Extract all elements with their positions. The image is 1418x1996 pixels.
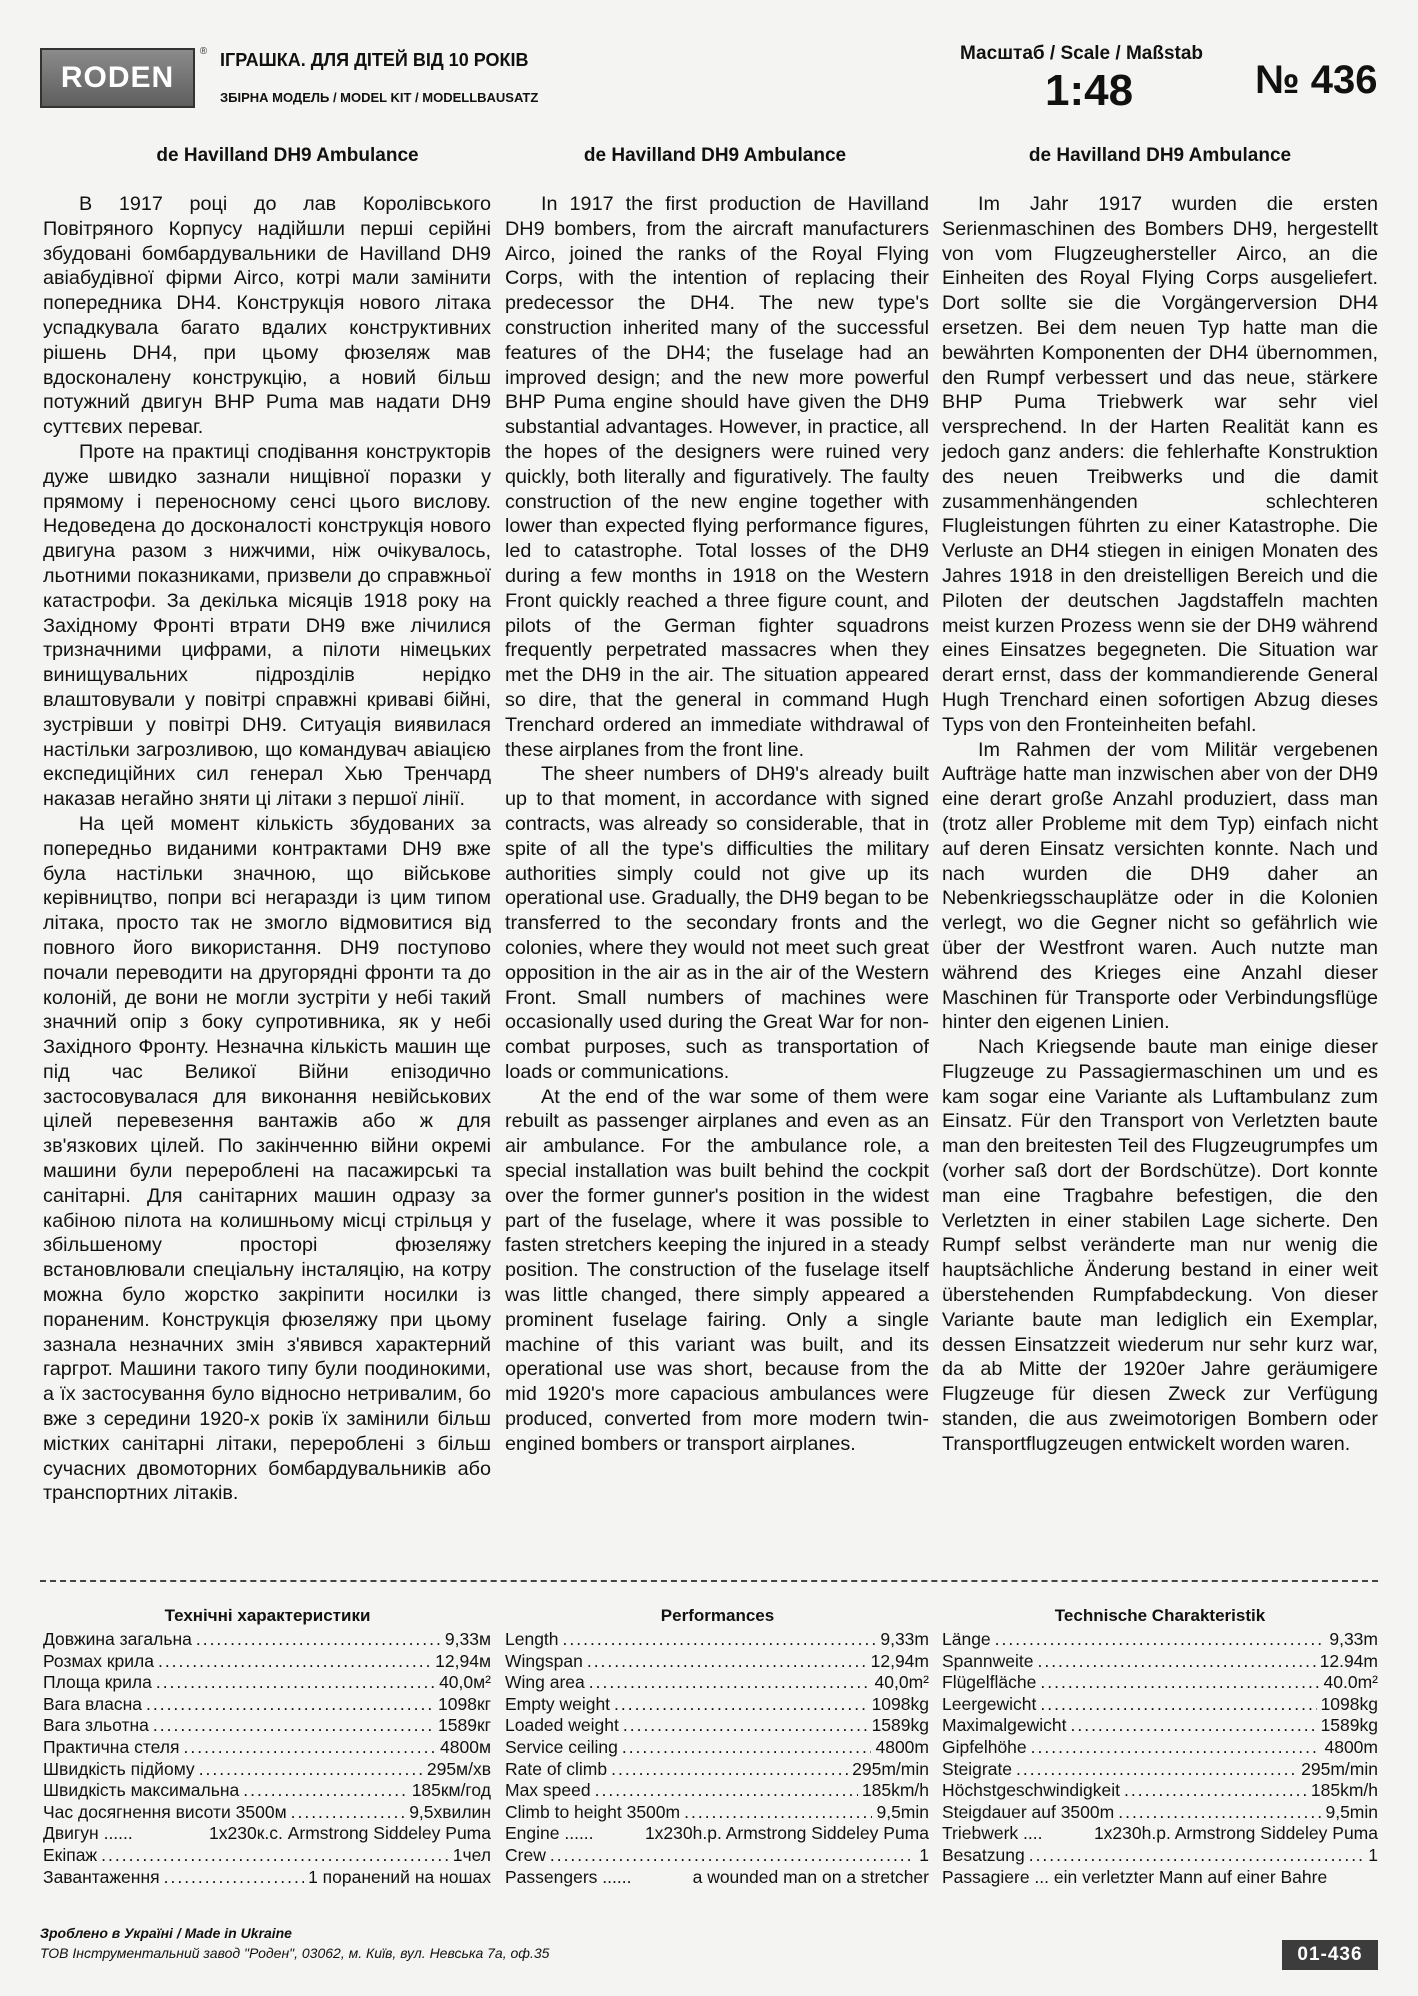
- spec-row: [505, 1845, 929, 1867]
- spec-value: 9,33m: [880, 1629, 929, 1649]
- spec-value: a wounded man on a stretcher: [692, 1866, 929, 1887]
- dot-leader: [243, 1780, 407, 1802]
- dashed-divider: [40, 1580, 1378, 1582]
- spec-label: Triebwerk ....: [942, 1823, 1043, 1844]
- spec-label: Практична стеля: [43, 1736, 180, 1757]
- spec-row: [942, 1759, 1378, 1781]
- spec-row: [942, 1867, 1378, 1889]
- spec-label: Steigrate: [942, 1758, 1013, 1779]
- column-title-german: de Havilland DH9 Ambulance: [1028, 145, 1292, 166]
- spec-row: [942, 1823, 1378, 1845]
- dot-leader: [291, 1802, 406, 1824]
- paragraph: Nach Kriegsende baute man einige dieser Flugzeuge zu Passagiermaschinen um und es kam sogar eine Variante als Luftambulanz zum Einsatz. Für den Transport von Verletzten baute man den breitesten Teil des Flugzeugrumpfes um (vorher saß dort der Bordschütze). Dort konnte man eine Tragbahre befestigen, die den Verletzten in einer stabilen Lage sicherte. Den Rumpf selbst veränderte man nur wenig die hauptsächliche Änderung bestand in einer weit überstehenden Rumpfabdeckung. Von dieser Variante baute man lediglich ein Exemplar, dessen Einsatzzeit wiederum nur sehr kurz war, da ab Mitte der 1920er Jahre geräumigere Flugzeuge für diesen Zweck zur Verfügung standen, die aus zweimotorigen Bombern oder Transportflugzeugen entwickelt worden waren.: [942, 1036, 1378, 1455]
- paragraph: На цей момент кількість збудованих за попередньо виданими контрактами DH9 вже була настільки значною, що військове керівництво, попри всі негаразди із цим типом літака, просто так не змогло відмовитися від повного його використання. DH9 поступово почали переводити на другорядні фронти та до колоній, де вони не могли зустріти у небі такий значний опір з боку супротивника, як у небі Західного Фронту. Незначна кількість машин ще під час Великої Війни епізодично застосовувалася для виконання невійськових цілей перевезення вантажів або ж для зв'язкових цілей. По закінченню війни окремі машини були перероблені на пасажирські та санітарні. Для санітарних машин одразу за кабіною пілота на колишньому місці стрільця у збільшеному просторі фюзеляжу встановлювали спеціальну інсталяцію, на котру можна було жорстко закріпити носилки із пораненим. Конструкція фюзеляжу при цьому зазнала незначних змін з'явився характерний гаргрот. Машини такого типу були поодинокими, а їх застосування було відносно нетривалим, бо вже з середини 1920-х років їх замінили більш містких санітарні літаки, перероблені з більш сучасних двомоторних бомбардувальників або транспортних літаків.: [43, 812, 491, 1505]
- paragraph: Im Jahr 1917 wurden die ersten Serienmaschinen des Bombers DH9, hergestellt von vom Flugzeughersteller Airco, an die Einheiten des Royal Flying Corps ausgeliefert. Dort sollte sie die Vorgängerversion DH4 ersetzen. Bei dem neuen Typ hatte man die bewährten Komponenten der DH4 übernommen, den Rumpf verbessert und das neue, stärkere BHP Puma Triebwerk war sehr viel versprechend. In der Harten Realität kann es jedoch ganz anders: die fehlerhafte Konstruktion des neuen Treibwerks und die damit zusammenhängenden schlechteren Flugleistungen führten zu einer Katastrophe. Die Verluste an DH4 stiegen in einigen Monaten des Jahres 1918 in den dreistelligen Bereich und die Piloten der deutschen Jagdstaffeln machten meist kurzen Prozess wenn sie der DH9 während eines Einsatzes begegneten. Die Situation war derart ernst, dass der kommandierende General Hugh Trenchard einen sofortigen Abzug dieses Typs von den Fronteinheiten befahl.: [942, 193, 1378, 736]
- spec-value: 4800м: [440, 1736, 491, 1757]
- dot-leader: [156, 1672, 435, 1694]
- spec-value: 40,0m²: [874, 1672, 929, 1693]
- spec-row: [43, 1823, 491, 1845]
- spec-label: Gipfelhöhe: [942, 1736, 1027, 1757]
- spec-row: [43, 1672, 491, 1694]
- kit-number: № 436: [1255, 58, 1378, 102]
- spec-label: Wing area: [505, 1672, 585, 1693]
- dot-leader: [587, 1651, 867, 1673]
- spec-label: Engine ......: [505, 1823, 594, 1844]
- spec-label: Maximalgewicht: [942, 1715, 1067, 1736]
- dot-leader: [158, 1651, 431, 1673]
- spec-row: [942, 1780, 1378, 1802]
- dot-leader: [101, 1845, 449, 1867]
- registered-mark: ®: [199, 46, 207, 57]
- spec-label: Wingspan: [505, 1650, 583, 1671]
- dot-leader: [622, 1737, 872, 1759]
- logo-text: RODEN: [60, 61, 175, 94]
- spec-row: [942, 1715, 1378, 1737]
- spec-value: 295м/хв: [426, 1758, 491, 1779]
- text-column-ukrainian: [43, 192, 491, 1506]
- spec-label: Вага власна: [43, 1693, 142, 1714]
- spec-row: [43, 1867, 491, 1889]
- spec-label: Довжина загальна: [43, 1629, 192, 1649]
- header: [40, 40, 1380, 120]
- paragraph: At the end of the war some of them were rebuilt as passenger airplanes and even as an air ambulance. For the ambulance role, a special installation was built behind the cockpit over the former gunner's position in the widest part of the fuselage, where it was possible to fasten stretchers keeping the injured in a steady position. The construction of the fuselage itself was little changed, there simply appeared a prominent fuselage fairing. Only a single machine of this variant was built, and its operational use was short, because from the mid 1920's more capacious ambulances were produced, converted from more modern twin-engined bombers or transport airplanes.: [505, 1085, 929, 1455]
- spec-label: Länge: [942, 1629, 991, 1649]
- spec-label: Loaded weight: [505, 1715, 619, 1736]
- spec-label: Швидкість максимальна: [43, 1780, 240, 1801]
- spec-label: Двигун ......: [43, 1823, 133, 1844]
- specs-table-ukrainian: [43, 1629, 491, 1888]
- spec-value: 4800m: [875, 1736, 929, 1757]
- dot-leader: [995, 1629, 1326, 1651]
- dot-leader: [1118, 1802, 1321, 1824]
- spec-value: 185km/h: [1310, 1780, 1378, 1801]
- dot-leader: [550, 1845, 915, 1867]
- spec-label: Service ceiling: [505, 1736, 618, 1757]
- spec-label: Max speed: [505, 1780, 591, 1801]
- dot-leader: [614, 1694, 868, 1716]
- spec-label: Passagiere ... ein verletzter Mann auf einer Bahre: [942, 1866, 1328, 1887]
- spec-row: [505, 1759, 929, 1781]
- spec-label: Passengers ......: [505, 1866, 632, 1887]
- spec-value: 1589kg: [1320, 1715, 1378, 1736]
- spec-row: [505, 1802, 929, 1824]
- spec-row: [505, 1694, 929, 1716]
- text-column-german: [942, 192, 1378, 1457]
- spec-value: 1589кг: [438, 1715, 491, 1736]
- spec-row: [942, 1629, 1378, 1651]
- paragraph: Проте на практиці сподівання конструкторів дуже швидко зазнали нищівної поразки у прямому і переносному сенсі цього вислову. Недоведена до досконалості конструкція нового двигуна разом з нижчими, ніж очікувалось, льотними показниками, призвели до справжньої катастрофи. За декілька місяців 1918 року на Західному Фронті втрати DH9 вже лічилися тризначними цифрами, а пілоти німецьких винищувальних підрозділів нерідко влаштовували у повітрі справжні криваві бійні, зустрівши у повітрі DH9. Ситуація виявилася настільки загрозливою, що командувач авіацією експедиційних сил генерал Хью Тренчард наказав негайно зняти ці літаки з першої лінії.: [43, 440, 491, 811]
- dot-leader: [199, 1759, 423, 1781]
- spec-value: 12,94м: [435, 1650, 491, 1671]
- spec-label: Швидкість підйому: [43, 1758, 195, 1779]
- spec-label: Завантаження: [43, 1866, 160, 1887]
- spec-row: [505, 1651, 929, 1673]
- spec-value: 1098kg: [1320, 1693, 1378, 1714]
- spec-label: Steigdauer auf 3500m: [942, 1801, 1115, 1822]
- roden-logo: [40, 46, 207, 108]
- spec-label: Leergewicht: [942, 1693, 1037, 1714]
- spec-label: Höchstgeschwindigkeit: [942, 1780, 1121, 1801]
- dot-leader: [563, 1629, 877, 1651]
- column-title-ukrainian: de Havilland DH9 Ambulance: [156, 145, 419, 166]
- paragraph: В 1917 році до лав Королівського Повітряного Корпусу надійшли перші серійні збудовані бомбардувальники de Havilland DH9 авіабудівної фірми Airco, котрі мали замінити попередника DH4. Конструкція нового літака успадкувала багато вдалих конструктивних рішень DH4, при цьому фюзеляж мав вдосконалену конструкцію, а новий більш потужний двигун BHP Puma мав надати DH9 суттєвих переваг.: [43, 193, 491, 439]
- spec-label: Spannweite: [942, 1650, 1034, 1671]
- spec-value: 9,33м: [444, 1629, 491, 1649]
- kit-type: ЗБІРНА МОДЕЛЬ / MODEL KIT / MODELLBAUSATZ: [220, 90, 539, 105]
- spec-row: [43, 1715, 491, 1737]
- dot-leader: [623, 1715, 868, 1737]
- spec-label: Площа крила: [43, 1672, 152, 1693]
- specs-title-ukrainian: Технічні характеристики: [164, 1606, 371, 1625]
- spec-row: [942, 1672, 1378, 1694]
- dot-leader: [589, 1672, 871, 1694]
- spec-value: 1x230к.с. Armstrong Siddeley Puma: [209, 1823, 491, 1844]
- dot-leader: [595, 1780, 858, 1802]
- spec-label: Вага зльотна: [43, 1715, 149, 1736]
- spec-row: [43, 1802, 491, 1824]
- spec-value: 9,33m: [1329, 1629, 1378, 1649]
- spec-value: 1чел: [452, 1844, 491, 1865]
- spec-label: Crew: [505, 1844, 546, 1865]
- dot-leader: [1070, 1715, 1316, 1737]
- spec-row: [43, 1629, 491, 1651]
- dot-leader: [1040, 1694, 1316, 1716]
- spec-label: Екіпаж: [43, 1844, 98, 1865]
- spec-value: 1 поранений на ношах: [308, 1866, 491, 1887]
- specs-title-german: Technische Charakteristik: [1054, 1606, 1266, 1625]
- dot-leader: [183, 1737, 436, 1759]
- age-notice: ІГРАШКА. ДЛЯ ДІТЕЙ ВІД 10 РОКІВ: [220, 50, 529, 70]
- spec-row: [43, 1845, 491, 1867]
- paragraph: Im Rahmen der vom Militär vergebenen Aufträge hatte man inzwischen aber von der DH9 eine derart große Anzahl produziert, dass man (trotz aller Probleme mit dem Typ) einfach nicht auf deren Einsatz versichten konnte. Nach und nach wurden die DH9 daher an Nebenkriegsschauplätze oder in die Kolonien verlegt, wo die Gegner nicht so gefährlich wie über der Westfront waren. Auch nutzte man während des Krieges eine Anzahl dieser Maschinen für Transporte oder Verbindungsflüge hinter den eigenen Linien.: [942, 738, 1378, 1034]
- spec-value: 9,5min: [1325, 1801, 1378, 1822]
- spec-label: Flügelfläche: [942, 1672, 1037, 1693]
- column-title-english: de Havilland DH9 Ambulance: [583, 145, 847, 166]
- dot-leader: [611, 1759, 848, 1781]
- spec-row: [505, 1715, 929, 1737]
- spec-value: 295m/min: [852, 1758, 929, 1779]
- spec-value: 1589kg: [871, 1715, 929, 1736]
- spec-label: Length: [505, 1629, 559, 1649]
- spec-row: [942, 1651, 1378, 1673]
- spec-row: [505, 1823, 929, 1845]
- spec-row: [942, 1737, 1378, 1759]
- spec-value: 1098kg: [871, 1693, 929, 1714]
- dot-leader: [1040, 1672, 1319, 1694]
- spec-label: Empty weight: [505, 1693, 611, 1714]
- dot-leader: [1016, 1759, 1297, 1781]
- dot-leader: [684, 1802, 872, 1824]
- spec-value: 12.94m: [1319, 1650, 1378, 1671]
- spec-label: Rate of climb: [505, 1758, 608, 1779]
- spec-value: 1: [1368, 1844, 1378, 1865]
- spec-row: [942, 1694, 1378, 1716]
- paragraph: In 1917 the first production de Havilland DH9 bombers, from the aircraft manufacturers Airco, joined the ranks of the Royal Flying Corps, with the intention of replacing their predecessor the DH4. The new type's construction inherited many of the successful features of the DH4; the fuselage had an improved design; and the new more powerful BHP Puma engine should have given the DH9 substantial advantages. However, in practice, all the hopes of the designers were ruined very quickly, both literally and figuratively. The faulty construction of the new engine together with lower than expected flying performance figures, led to catastrophe. Total losses of the DH9 during a few months in 1918 on the Western Front quickly reached a three figure count, and pilots of the German fighter squadrons frequently perpetrated massacres when they met the DH9 in the air. The situation appeared so dire, that the general in command Hugh Trenchard ordered an immediate withdrawal of these airplanes from the front line.: [505, 193, 929, 761]
- spec-row: [43, 1780, 491, 1802]
- spec-row: [505, 1737, 929, 1759]
- spec-row: [505, 1672, 929, 1694]
- made-in-ukraine: Зроблено в Україні / Made in Ukraine: [40, 1925, 292, 1941]
- spec-row: [505, 1629, 929, 1651]
- sheet-code: 01-436: [1282, 1940, 1378, 1970]
- specs-title-english: Performances: [660, 1606, 775, 1625]
- spec-value: 1x230h.p. Armstrong Siddeley Puma: [1093, 1823, 1378, 1844]
- scale-label: Масштаб / Scale / Maßstab: [960, 43, 1204, 64]
- specs-table-english: [505, 1629, 929, 1888]
- text-column-english: [505, 192, 929, 1457]
- spec-value: 185км/год: [411, 1780, 491, 1801]
- spec-row: [43, 1694, 491, 1716]
- specs-table-german: [942, 1629, 1378, 1888]
- manufacturer-address: ТОВ Інструментальний завод "Роден", 03062, м. Київ, вул. Невська 7а, оф.35: [40, 1945, 550, 1961]
- spec-label: Час досягнення висоти 3500м: [43, 1801, 287, 1822]
- spec-row: [505, 1867, 929, 1889]
- dot-leader: [1029, 1845, 1365, 1867]
- spec-row: [942, 1802, 1378, 1824]
- spec-value: 185km/h: [861, 1780, 929, 1801]
- spec-value: 40,0м²: [439, 1672, 491, 1693]
- spec-value: 1x230h.p. Armstrong Siddeley Puma: [644, 1823, 929, 1844]
- dot-leader: [164, 1867, 304, 1889]
- spec-row: [43, 1759, 491, 1781]
- dot-leader: [1037, 1651, 1315, 1673]
- spec-value: 40.0m²: [1323, 1672, 1378, 1693]
- dot-leader: [153, 1715, 434, 1737]
- spec-value: 12,94m: [870, 1650, 929, 1671]
- spec-value: 9,5min: [876, 1801, 929, 1822]
- spec-value: 1: [919, 1844, 929, 1865]
- dot-leader: [146, 1694, 434, 1716]
- paragraph: The sheer numbers of DH9's already built up to that moment, in accordance with signed contracts, was already so considerable, that in spite of all the type's difficulties the military authorities simply could not give up its operational use. Gradually, the DH9 began to be transferred to the secondary fronts and the colonies, where they would not meet such great opposition in the air as in the air of the Western Front. Small numbers of machines were occasionally used during the Great War for non-combat purposes, such as transportation of loads or communications.: [505, 763, 929, 1083]
- spec-label: Розмах крила: [43, 1650, 154, 1671]
- spec-value: 4800m: [1324, 1736, 1378, 1757]
- spec-value: 9,5хвилин: [409, 1801, 491, 1822]
- spec-row: [43, 1737, 491, 1759]
- spec-label: Besatzung: [942, 1844, 1025, 1865]
- spec-label: Climb to height 3500m: [505, 1801, 681, 1822]
- dot-leader: [1031, 1737, 1321, 1759]
- spec-row: [43, 1651, 491, 1673]
- spec-value: 295m/min: [1301, 1758, 1378, 1779]
- dot-leader: [1124, 1780, 1307, 1802]
- spec-value: 1098кг: [438, 1693, 491, 1714]
- scale-value: 1:48: [1045, 66, 1134, 115]
- spec-row: [505, 1780, 929, 1802]
- spec-row: [942, 1845, 1378, 1867]
- dot-leader: [196, 1629, 441, 1651]
